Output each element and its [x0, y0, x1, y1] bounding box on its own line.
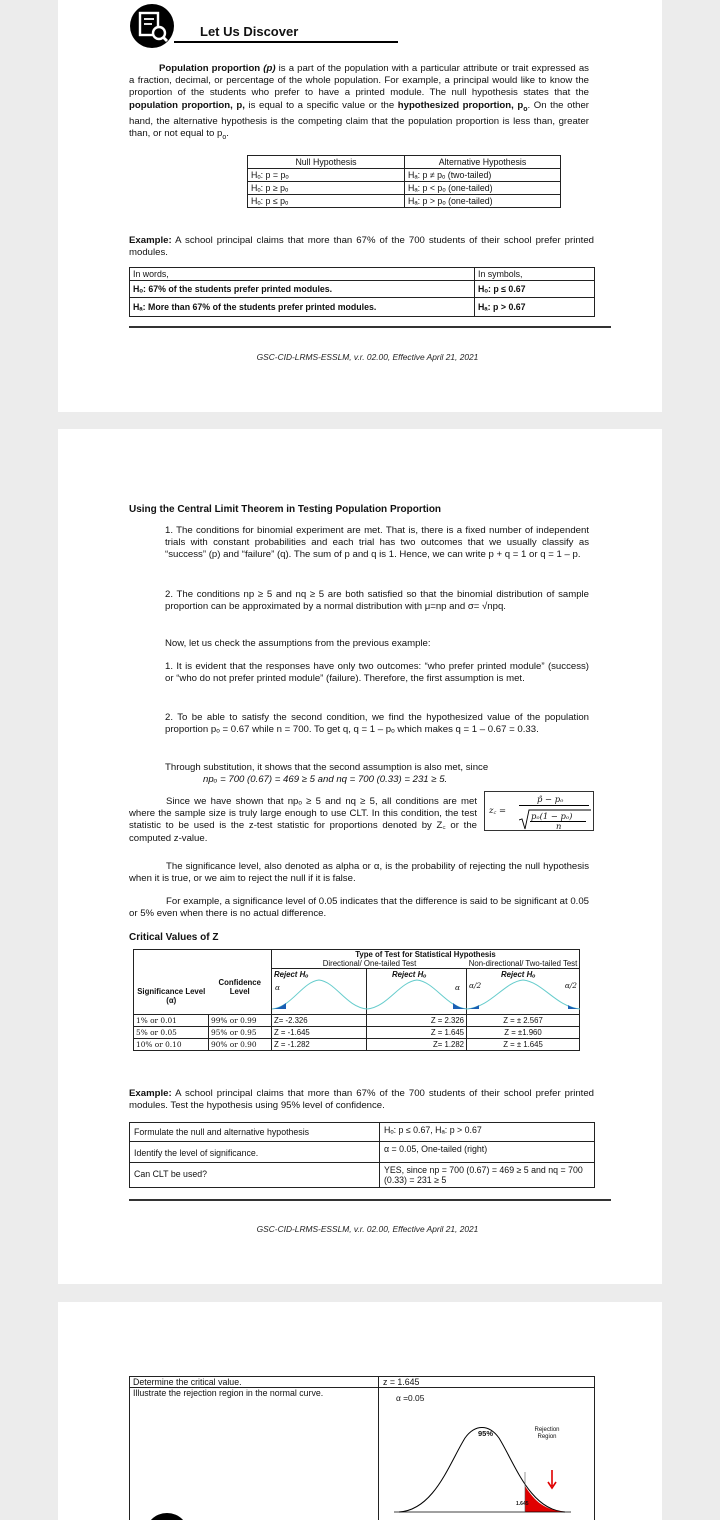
critical-cell-right: Z= 1.282: [367, 1039, 467, 1051]
paragraph-run: (p): [263, 63, 276, 74]
steps-continued-table: [129, 1376, 595, 1520]
critical-cell-conf: 95% or 0.95: [209, 1027, 272, 1039]
paragraph-run: o: [523, 105, 528, 113]
alt-hyp-2: Hₐ: p < pₒ (one-tailed): [405, 182, 561, 195]
step-1-label: Formulate the null and alternative hypothesis: [130, 1123, 380, 1142]
paragraph-run: is a part of the population with a particular attribute or trait expressed as a fraction, decimal, or percentage of the whole population. For example, a principal would like to know the proportion of the students who prefer to have a printed module. The null hypothesis states that the: [129, 63, 589, 99]
example-text: A school principal claims that more than 67% of the 700 students of their school prefer printed modules.: [129, 235, 594, 259]
curve-alpha-label: α =0.05: [396, 1393, 425, 1403]
section-title: Let Us Discover: [200, 24, 299, 39]
two-tail-cell: [467, 969, 580, 1015]
type-of-test-header: [272, 950, 580, 969]
right-alpha: α: [455, 983, 460, 992]
header-words: In words,: [130, 268, 475, 281]
two-tail-half-alpha-right: α/2: [564, 981, 577, 990]
formula-lhs: z꜀ =: [489, 805, 506, 815]
example-2-label: Example:: [129, 1088, 172, 1099]
header-symbols: In symbols,: [475, 268, 595, 281]
critical-cell-right: Z = 2.326: [367, 1015, 467, 1027]
left-reject-label: Reject Hₒ: [274, 970, 309, 979]
step-4-label: Determine the critical value.: [130, 1377, 379, 1388]
critical-cell-sig: 10% or 0.10: [134, 1039, 209, 1051]
rejection-area: [525, 1486, 565, 1512]
radicand-numerator: pₒ(1 − pₒ): [531, 811, 573, 821]
discover-icon: [130, 4, 174, 48]
significance-paragraph: The significance level, also denoted as alpha or α, is the probability of rejecting the null hypothesis when it is true, or we aim to reject the null if it is false.: [129, 861, 589, 885]
population-proportion-paragraph: [129, 63, 589, 144]
null-hyp-2: Hₒ: p ≥ pₒ: [248, 182, 405, 195]
title-underline: [174, 41, 398, 43]
check-1: 1. It is evident that the responses have only two outcomes: “who prefer printed module” (success) or “who do not prefer printed module” (failure). Therefore, the first assumption is met.: [165, 661, 589, 685]
page-divider: [129, 1199, 611, 1201]
page-divider: [129, 326, 611, 328]
critical-cell-left: Z = -1.282: [272, 1039, 367, 1051]
paragraph-run: hypothesized proportion, p: [397, 99, 524, 111]
null-hyp-1: Hₒ: p = pₒ: [248, 169, 405, 182]
critical-values-title: Critical Values of Z: [129, 932, 219, 943]
page-1: [58, 0, 662, 412]
example-2-paragraph: [129, 1088, 594, 1112]
page-3: [58, 1302, 662, 1520]
significance-example: For example, a significance level of 0.05 indicates that the difference is said to be significant at 0.05 or 5% even when there is no actual difference.: [129, 896, 589, 920]
check-2: 2. To be able to satisfy the second condition, we find the hypothesized value of the population proportion pₒ = 0.67 while n = 700. To get q, q = 1 – pₒ which makes q = 1 – 0.67 = 0.33.: [165, 712, 589, 736]
words-alternative: Hₐ: More than 67% of the students prefer printed modules.: [130, 298, 475, 317]
fraction-bar: [519, 805, 589, 806]
critical-cell-left: Z= -2.326: [272, 1015, 367, 1027]
clt-heading: Using the Central Limit Theorem in Testing Population Proportion: [129, 504, 442, 515]
section-banner: [130, 4, 430, 48]
critical-cell-sig: 5% or 0.05: [134, 1027, 209, 1039]
header-alternative: Alternative Hypothesis: [405, 156, 561, 169]
critical-row: [134, 1015, 580, 1027]
condition-2: 2. The conditions np ≥ 5 and nq ≥ 5 are both satisfied so that the binomial distribution of sample proportion can be approximated by a normal distribution with μ=np and σ= √npq.: [165, 589, 589, 613]
paragraph-run: . On the other hand, the alternative hypothesis is the competing claim that the population proportion is less than, greater than, or not equal to p: [129, 99, 589, 139]
step-5-label: Illustrate the rejection region in the normal curve.: [130, 1388, 379, 1520]
rejection-region-cell: [379, 1388, 595, 1520]
left-tail-cell: [272, 969, 367, 1015]
symbols-alternative: Hₐ: p > 0.67: [475, 298, 595, 317]
right-tail-cell: [367, 969, 467, 1015]
example-label: Example:: [129, 235, 172, 246]
page-2: [58, 429, 662, 1284]
paragraph-run: Population proportion: [159, 63, 264, 74]
curve-95-label: 95%: [478, 1429, 494, 1438]
paragraph-run: is equal to a specific value or the: [244, 99, 398, 111]
header-null: Null Hypothesis: [248, 156, 405, 169]
page-footer: GSC-CID-LRMS-ESSLM, v.r. 02.00, Effective April 21, 2021: [256, 352, 479, 362]
right-reject-label: Reject Hₒ: [392, 970, 427, 979]
step-2-value: α = 0.05, One-tailed (right): [380, 1142, 595, 1163]
critical-row: [134, 1039, 580, 1051]
critical-values-table: [133, 949, 580, 1051]
step-4-value: z = 1.645: [379, 1377, 595, 1388]
critical-values-rows: [134, 1015, 580, 1051]
substitution-1: Through substitution, it shows that the second assumption is also met, since: [165, 762, 489, 773]
down-arrow-icon: [548, 1470, 556, 1488]
critical-cell-sig: 1% or 0.01: [134, 1015, 209, 1027]
radicand-denominator: n: [556, 821, 562, 831]
left-tail-curve-icon: [272, 977, 367, 1011]
hypothesis-table: [247, 155, 561, 208]
two-tail-half-alpha-left: α/2: [469, 981, 482, 990]
steps-table: [129, 1122, 595, 1188]
z-formula-box: [484, 791, 594, 831]
critical-cell-two: Z = ± 1.645: [467, 1039, 580, 1051]
critical-row: [134, 1027, 580, 1039]
critical-cell-left: Z = -1.645: [272, 1027, 367, 1039]
directional-label: Directional/ One-tailed Test: [322, 959, 417, 968]
paragraph-run: population proportion, p,: [129, 99, 245, 111]
left-alpha: α: [275, 983, 280, 992]
example-paragraph: [129, 235, 594, 259]
alt-hyp-1: Hₐ: p ≠ pₒ (two-tailed): [405, 169, 561, 182]
two-tail-curve-icon: [467, 977, 580, 1011]
alt-hyp-3: Hₐ: p > pₒ (one-tailed): [405, 195, 561, 208]
critical-cell-conf: 99% or 0.99: [209, 1015, 272, 1027]
formula-numerator: p̂ − pₒ: [537, 794, 564, 804]
normal-curve-diagram: [389, 1406, 589, 1520]
critical-cell-two: Z = ±1.960: [467, 1027, 580, 1039]
substitution-2: npₒ = 700 (0.67) = 469 ≥ 5 and nq = 700 (0.33) = 231 ≥ 5.: [203, 774, 448, 785]
words-null: Hₒ: 67% of the students prefer printed modules.: [130, 281, 475, 298]
non-directional-label: Non-directional/ Two-tailed Test: [468, 959, 578, 968]
symbols-null: Hₒ: p ≤ 0.67: [475, 281, 595, 298]
step-2-label: Identify the level of significance.: [130, 1142, 380, 1163]
page-footer: GSC-CID-LRMS-ESSLM, v.r. 02.00, Effective April 21, 2021: [256, 1224, 479, 1234]
paragraph-run: o: [222, 133, 227, 141]
critical-cell-conf: 90% or 0.90: [209, 1039, 272, 1051]
critical-cell-two: Z = ± 2.567: [467, 1015, 580, 1027]
clt-paragraph: Since we have shown that npₒ ≥ 5 and nq ≥ 5, all conditions are met where the sample size is truly large enough to use CLT. In this condition, the test statistic to be used is the z-test statistic for proportions denoted by Z꜀ or the computed z-value.: [129, 796, 477, 844]
rejection-region-label: Rejection Region: [534, 1427, 560, 1440]
check-intro: Now, let us check the assumptions from the previous example:: [165, 638, 431, 649]
condition-1: 1. The conditions for binomial experiment are met. That is, there is a fixed number of independent trials with constant probabilities and each trial has two outcomes that we usually classify as “success” (p) and “failure” (q). The sum of p and q is 1. Hence, we can write p + q = 1 or q = 1 – p.: [165, 525, 589, 561]
step-1-value: Hₒ: p ≤ 0.67, Hₐ: p > 0.67: [380, 1123, 595, 1142]
right-tail-curve-icon: [367, 977, 467, 1011]
critical-cell-right: Z = 1.645: [367, 1027, 467, 1039]
critical-value-label: 1.645: [516, 1501, 529, 1507]
two-tail-reject-label: Reject Hₒ: [501, 970, 536, 979]
type-header-label: Type of Test for Statistical Hypothesis: [355, 950, 496, 959]
paragraph-run: .: [226, 127, 229, 139]
step-3-label: Can CLT be used?: [130, 1163, 380, 1188]
col-significance: Significance Level (α): [134, 950, 209, 1015]
col-confidence: Confidence Level: [209, 950, 272, 1015]
example-2-text: A school principal claims that more than 67% of the 700 students of their school prefer printed modules. Test the hypothesis using 95% level of confidence.: [129, 1088, 594, 1112]
null-hyp-3: Hₒ: p ≤ pₒ: [248, 195, 405, 208]
words-symbols-table: [129, 267, 595, 317]
step-3-value: YES, since np = 700 (0.67) = 469 ≥ 5 and nq = 700 (0.33) = 231 ≥ 5: [380, 1163, 595, 1188]
